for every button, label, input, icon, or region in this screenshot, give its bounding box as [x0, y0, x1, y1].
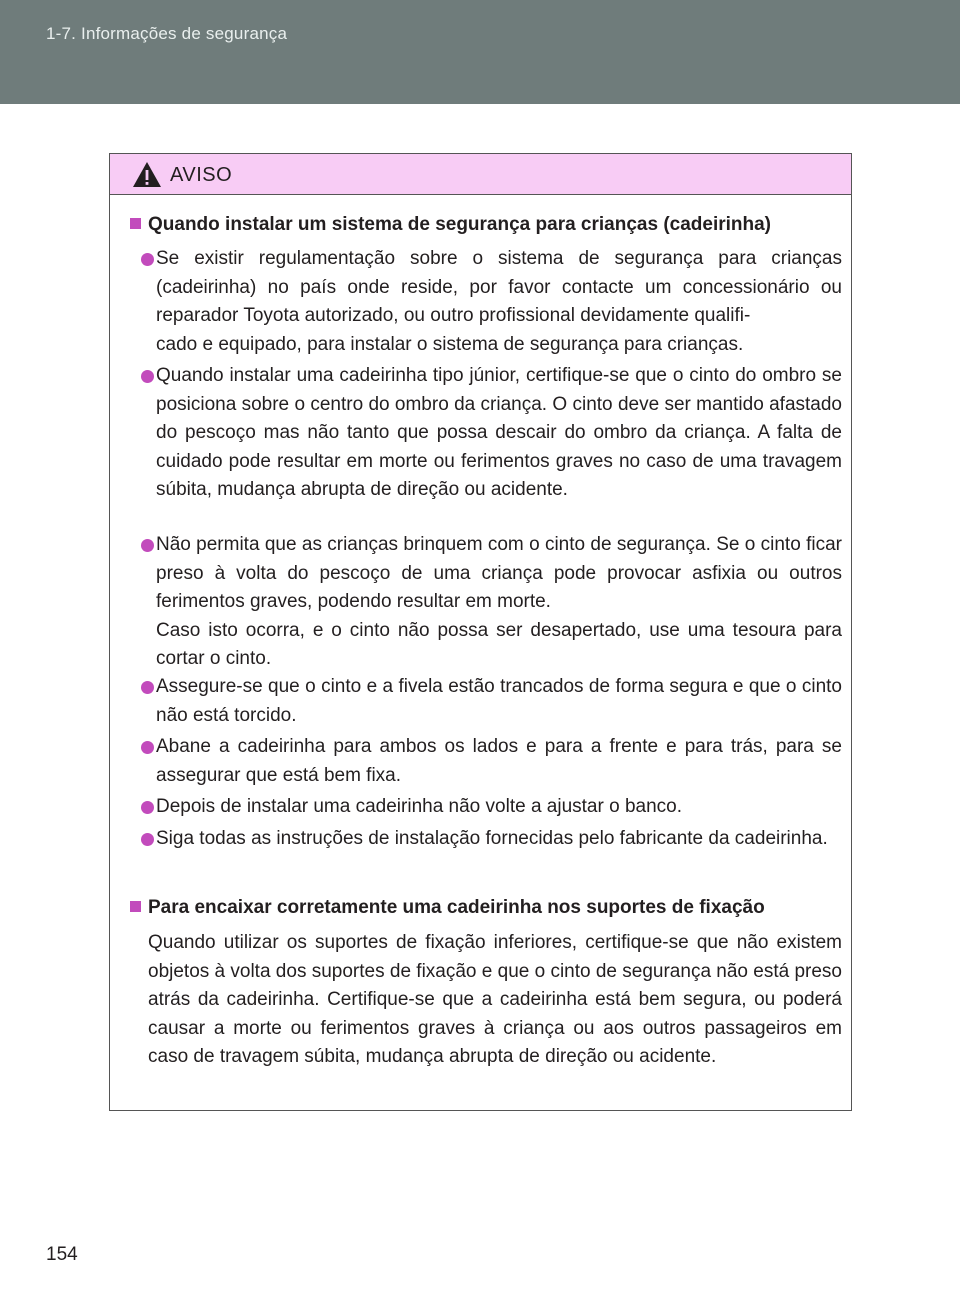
section-heading-installation	[130, 210, 771, 239]
warning-box	[109, 153, 852, 1111]
bullet-item	[130, 825, 842, 854]
bullet-item	[130, 793, 842, 822]
bullet-item	[130, 673, 842, 730]
bullet-text: Quando instalar uma cadeirinha tipo júnior, certifique-se que o cinto do ombro se posiciona sobre o centro do ombro da criança. O cinto deve ser mantido afastado do pescoço mas não tanto que possa descair do ombro da criança. A falta de cuidado pode resultar em morte ou ferimentos graves no caso de uma travagem súbita, mudança abrupta de direção ou acidente.	[156, 365, 842, 500]
square-bullet-icon	[130, 218, 141, 229]
bullet-dot-icon	[141, 681, 154, 694]
square-bullet-icon	[130, 901, 141, 912]
bullet-text: Se existir regulamentação sobre o sistema de segurança para crianças (cadeirinha) no país onde reside, por favor contacte um concessionário ou reparador Toyota autorizado, ou outro profissional devidamente qualifi- cado e equipado, para instalar o sistema de segurança para crianças.	[156, 248, 842, 355]
anchor-paragraph: Quando utilizar os suportes de fixação inferiores, certifique-se que não existem objetos à volta dos suportes de fixação e que o cinto de segurança não está preso atrás da cadeirinha. Certifique-se que a cadeirinha está bem segura, ou poderá causar a morte ou ferimentos graves à criança ou aos outros passageiros em caso de travagem súbita, mudança abrupta de direção ou acidente.	[148, 932, 842, 1067]
bullet-text: Não permita que as crianças brinquem com o cinto de segurança. Se o cinto ficar preso à volta do pescoço de uma criança pode provocar asfixia ou outros ferimentos graves, podendo resultar em morte. Caso isto ocorra, e o cinto não possa ser desapertado, use uma tesoura para cortar o cinto.	[156, 534, 842, 669]
warning-label: AVISO	[170, 164, 233, 186]
bullet-item	[130, 531, 842, 674]
bullet-dot-icon	[141, 370, 154, 383]
bullet-item	[130, 362, 842, 505]
bullet-dot-icon	[141, 833, 154, 846]
bullet-text: Siga todas as instruções de instalação fornecidas pelo fabricante da cadeirinha.	[156, 828, 828, 849]
warning-header	[110, 154, 851, 195]
section-heading-text: Quando instalar um sistema de segurança para crianças (cadeirinha)	[148, 214, 772, 235]
bullet-dot-icon	[141, 539, 154, 552]
bullet-item	[130, 245, 842, 359]
bullet-dot-icon	[141, 253, 154, 266]
bullet-text: Depois de instalar uma cadeirinha não volte a ajustar o banco.	[156, 796, 682, 817]
page-header	[0, 0, 960, 104]
bullet-dot-icon	[141, 741, 154, 754]
warning-icon	[132, 161, 162, 188]
page-number: 154	[46, 1244, 78, 1265]
bullet-text: Abane a cadeirinha para ambos os lados e para a frente e para trás, para se assegurar que está bem fixa.	[156, 736, 842, 786]
section-heading-text: Para encaixar corretamente uma cadeirinha nos suportes de fixação	[148, 897, 765, 918]
section-heading-anchors	[130, 893, 765, 922]
bullet-text: Assegure-se que o cinto e a fivela estão trancados de forma segura e que o cinto não está torcido.	[156, 676, 842, 726]
bullet-item	[130, 733, 842, 790]
bullet-dot-icon	[141, 801, 154, 814]
section-title: 1-7. Informações de segurança	[46, 24, 288, 43]
